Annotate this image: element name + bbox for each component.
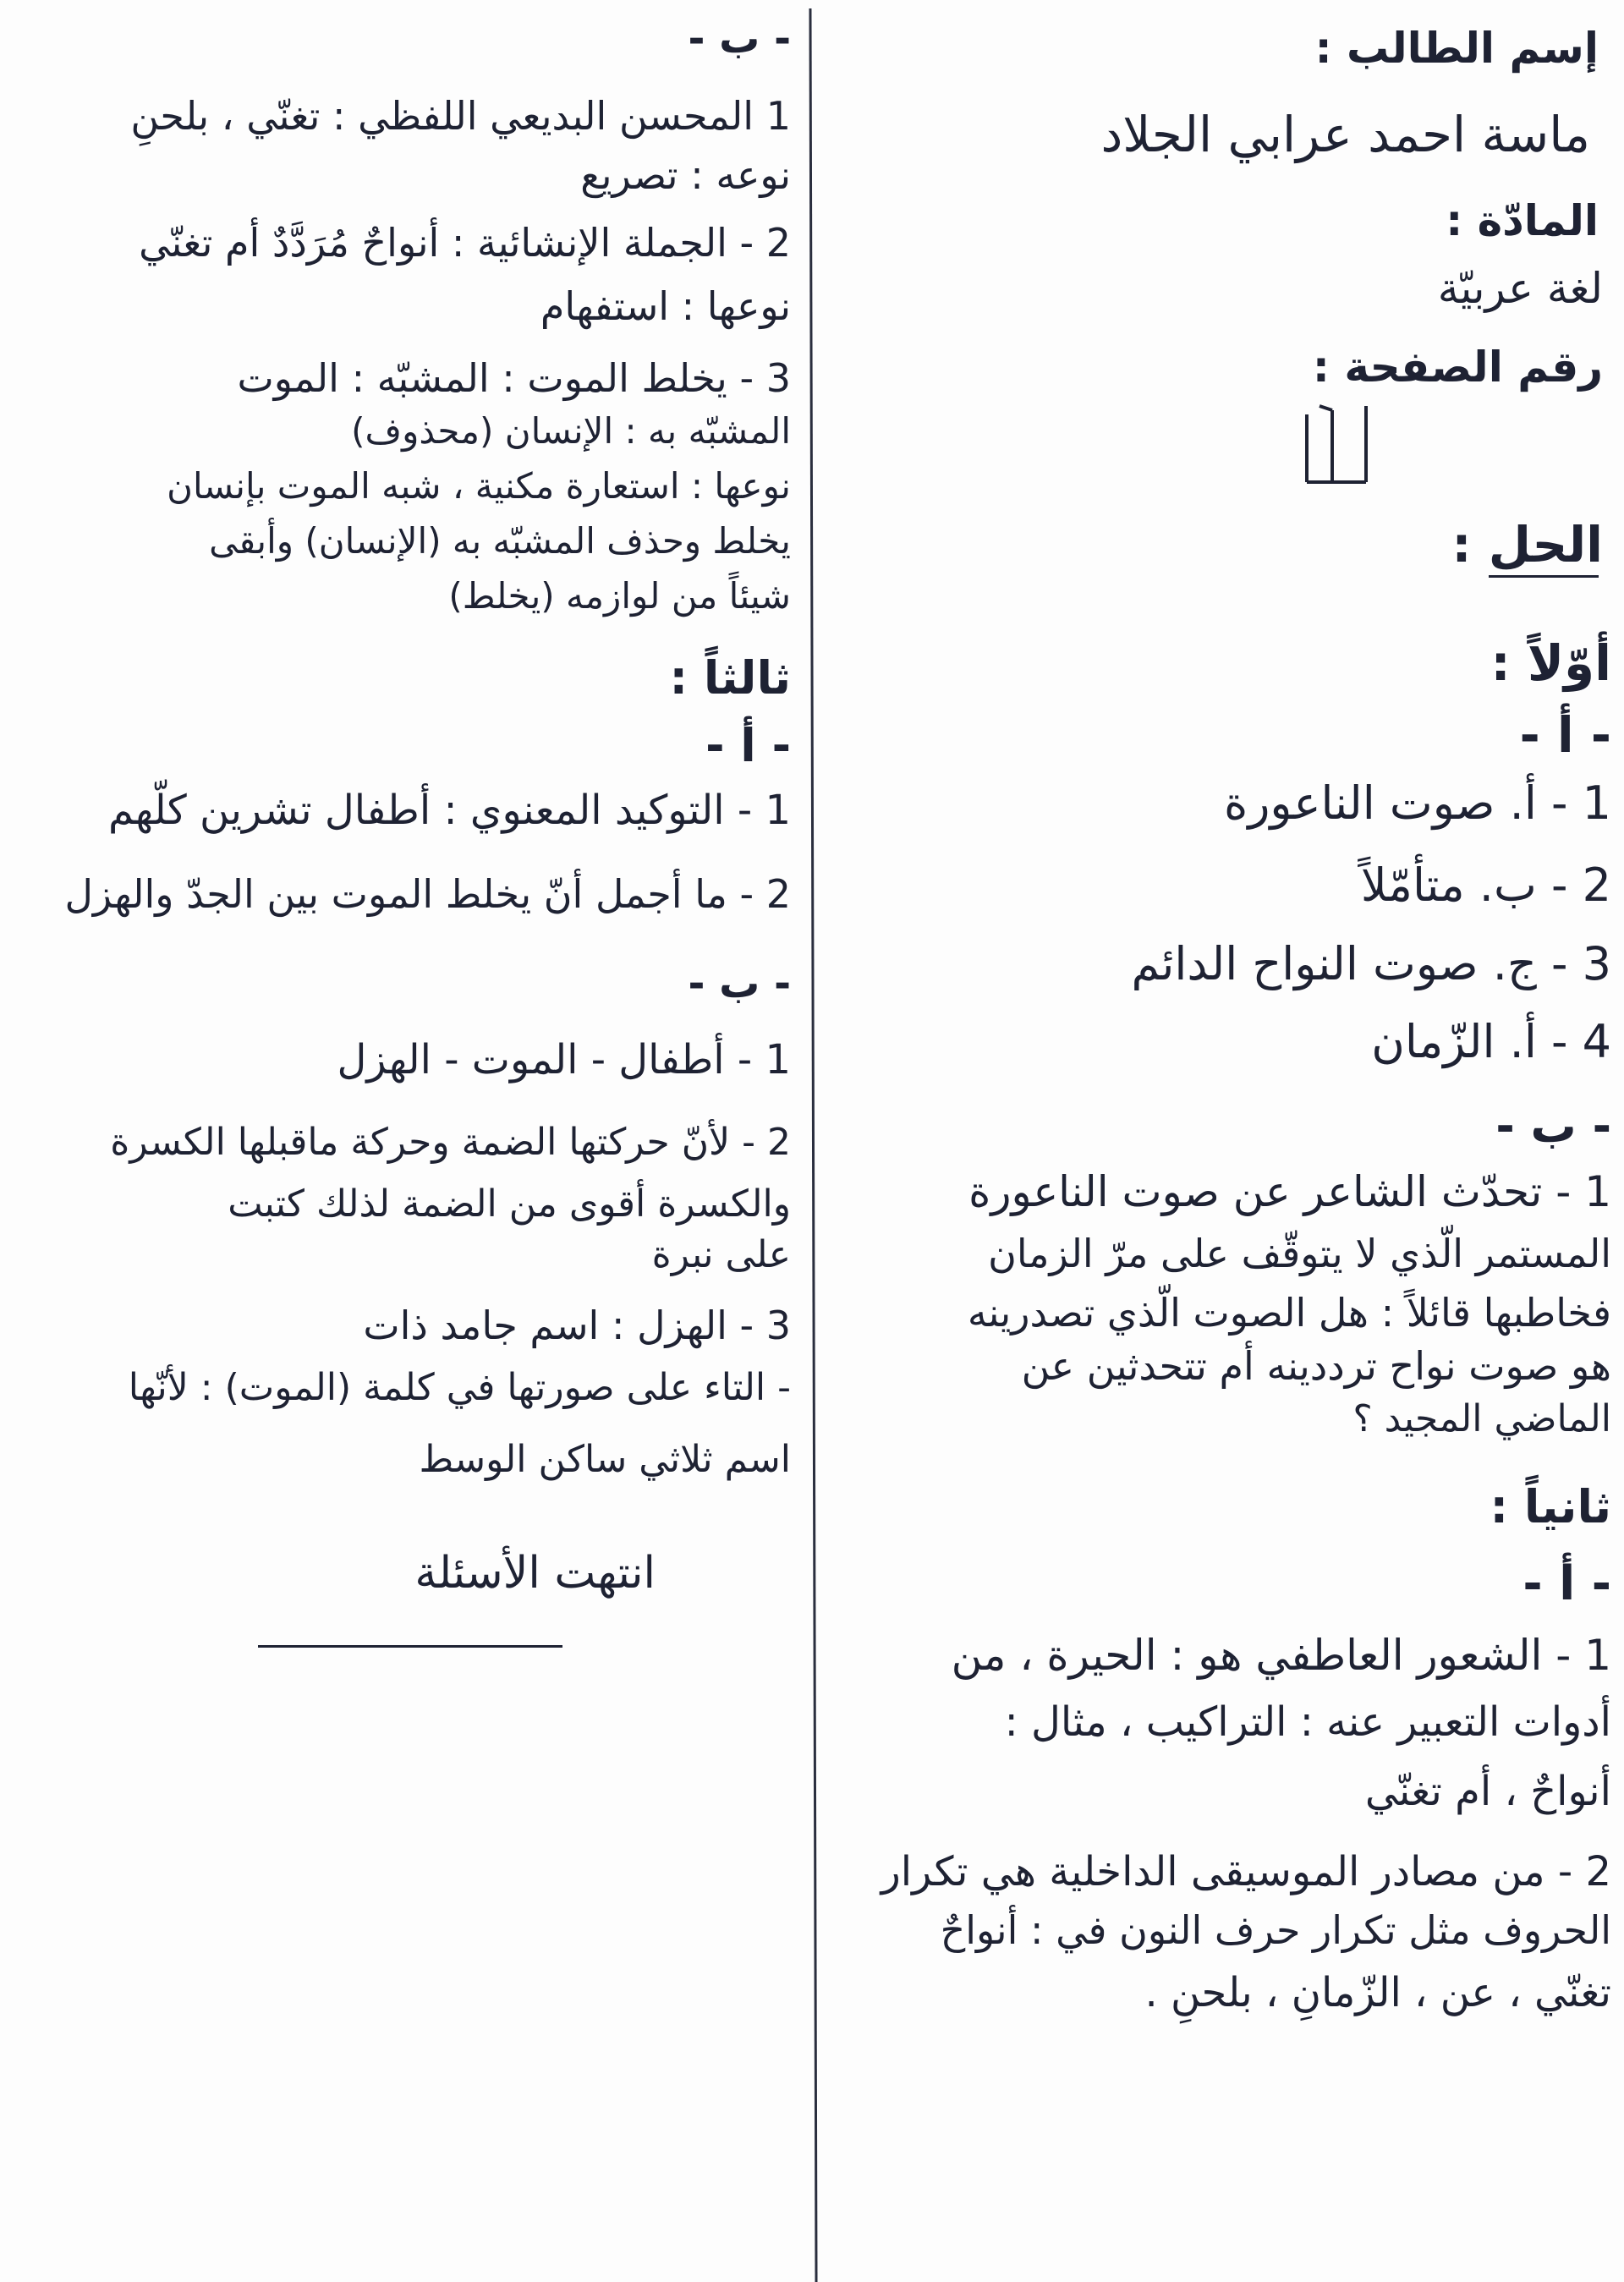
left-answer-b-6: - التاء على صورتها في كلمة (الموت) : لأنّها	[128, 1366, 791, 1409]
left-item1-line-2: نوعه : تصريع	[580, 152, 791, 198]
para-b-line-2: المستمر الّذي لا يتوقّف على مرّ الزمان	[988, 1231, 1611, 1276]
part-b-label: - ب -	[1495, 1100, 1611, 1153]
para-a2-item2-line-3: تغنّي ، عن ، الزّمانِ ، بلحنِ .	[1144, 1969, 1611, 2016]
left-item1-line-1: 1 المحسن البديعي اللفظي : تغنّي ، بلحنِ	[130, 93, 791, 139]
left-item3-line-3: نوعها : استعارة مكنية ، شبه الموت بإنسان	[167, 465, 791, 507]
para-a2-item2-line-1: 2 - من مصادر الموسيقى الداخلية هي تكرار	[881, 1848, 1611, 1895]
answer-a-1: 1 - أ. صوت الناعورة	[1224, 776, 1611, 830]
left-item2-line-2: نوعها : استفهام	[540, 283, 791, 329]
para-a2-line-2: أدوات التعبير عنه : التراكيب ، مثال :	[1004, 1698, 1611, 1746]
left-part-a-label: - أ -	[705, 719, 791, 772]
left-answer-b-3: والكسرة أقوى من الضمة لذلك كتبت	[228, 1182, 791, 1226]
solution-label: الحل :	[1451, 516, 1603, 573]
page-number-label: رقم الصفحة :	[1312, 343, 1603, 392]
left-answer-a-1: 1 - التوكيد المعنوي : أطفال تشرين كلّهم	[107, 787, 791, 834]
closing-underline	[258, 1645, 562, 1648]
para-b-line-4: هو صوت نواح ترددينه أم تتحدثين عن	[1021, 1343, 1611, 1389]
subject-label: المادّة :	[1446, 196, 1599, 245]
left-part-b-label: - ب -	[688, 15, 791, 63]
subject-value: لغة عربيّة	[1437, 264, 1603, 313]
left-item3-line-2: المشبّه به : الإنسان (محذوف)	[351, 410, 791, 452]
para-b-line-3: فخاطبها قائلاً : هل الصوت الّذي تصدرينه	[967, 1290, 1611, 1336]
left-item3-line-5: شيئاً من لوازمه (يخلط)	[448, 575, 791, 617]
part-a2-label: - أ -	[1522, 1556, 1611, 1611]
part-a-label: - أ -	[1519, 706, 1611, 764]
answer-a-2: 2 - ب. متأمّلاً	[1360, 858, 1611, 912]
para-a2-item2-line-2: الحروف مثل تكرار حرف النون في : أنواحٌ	[940, 1907, 1611, 1953]
answer-a-4: 4 - أ. الزّمان	[1371, 1015, 1611, 1068]
left-item2-line-1: 2 - الجملة الإنشائية : أنواحٌ مُرَدَّدٌ أم تغنّي	[139, 220, 791, 266]
page-number-bracket	[1298, 398, 1374, 491]
left-part-b2-label: - ب -	[688, 960, 791, 1007]
answer-a-3: 3 - ج. صوت النواح الدائم	[1131, 937, 1611, 990]
closing-text: انتهت الأسئلة	[414, 1548, 656, 1599]
left-answer-b-4: على نبرة	[651, 1233, 791, 1276]
right-column	[833, 0, 1624, 2282]
para-b-line-5: الماضي المجيد ؟	[1352, 1397, 1611, 1440]
student-name: ماسة احمد عرابي الجلاد	[1100, 106, 1590, 163]
solution-underline	[1489, 575, 1599, 578]
left-item3-line-4: يخلط وحذف المشبّه به (الإنسان) وأبقى	[209, 520, 791, 562]
para-a2-line-3: أنواحٌ ، أم تغنّي	[1364, 1768, 1611, 1815]
section-three-label: ثالثاً :	[669, 651, 791, 705]
left-answer-b-1: 1 - أطفال - الموت - الهزل	[337, 1036, 791, 1083]
column-divider	[809, 8, 817, 2282]
left-answer-b-5: 3 - الهزل : اسم جامد ذات	[363, 1303, 791, 1348]
section-two-label: ثانياً :	[1490, 1480, 1611, 1533]
student-label: إسم الطالب :	[1314, 24, 1599, 73]
section-one-label: أوّلاً :	[1490, 634, 1611, 692]
left-item3-line-1: 3 - يخلط الموت : المشبّه : الموت	[237, 355, 791, 401]
left-column	[0, 0, 808, 2282]
left-answer-b-7: اسم ثلاثي ساكن الوسط	[419, 1438, 791, 1481]
para-b-line-1: 1 - تحدّث الشاعر عن صوت الناعورة	[968, 1167, 1611, 1216]
left-answer-b-2: 2 - لأنّ حركتها الضمة وحركة ماقبلها الكسرة	[110, 1121, 791, 1164]
para-a2-line-1: 1 - الشعور العاطفي هو : الحيرة ، من	[951, 1631, 1611, 1680]
left-answer-a-2: 2 - ما أجمل أنّ يخلط الموت بين الجدّ والهزل	[64, 871, 791, 917]
